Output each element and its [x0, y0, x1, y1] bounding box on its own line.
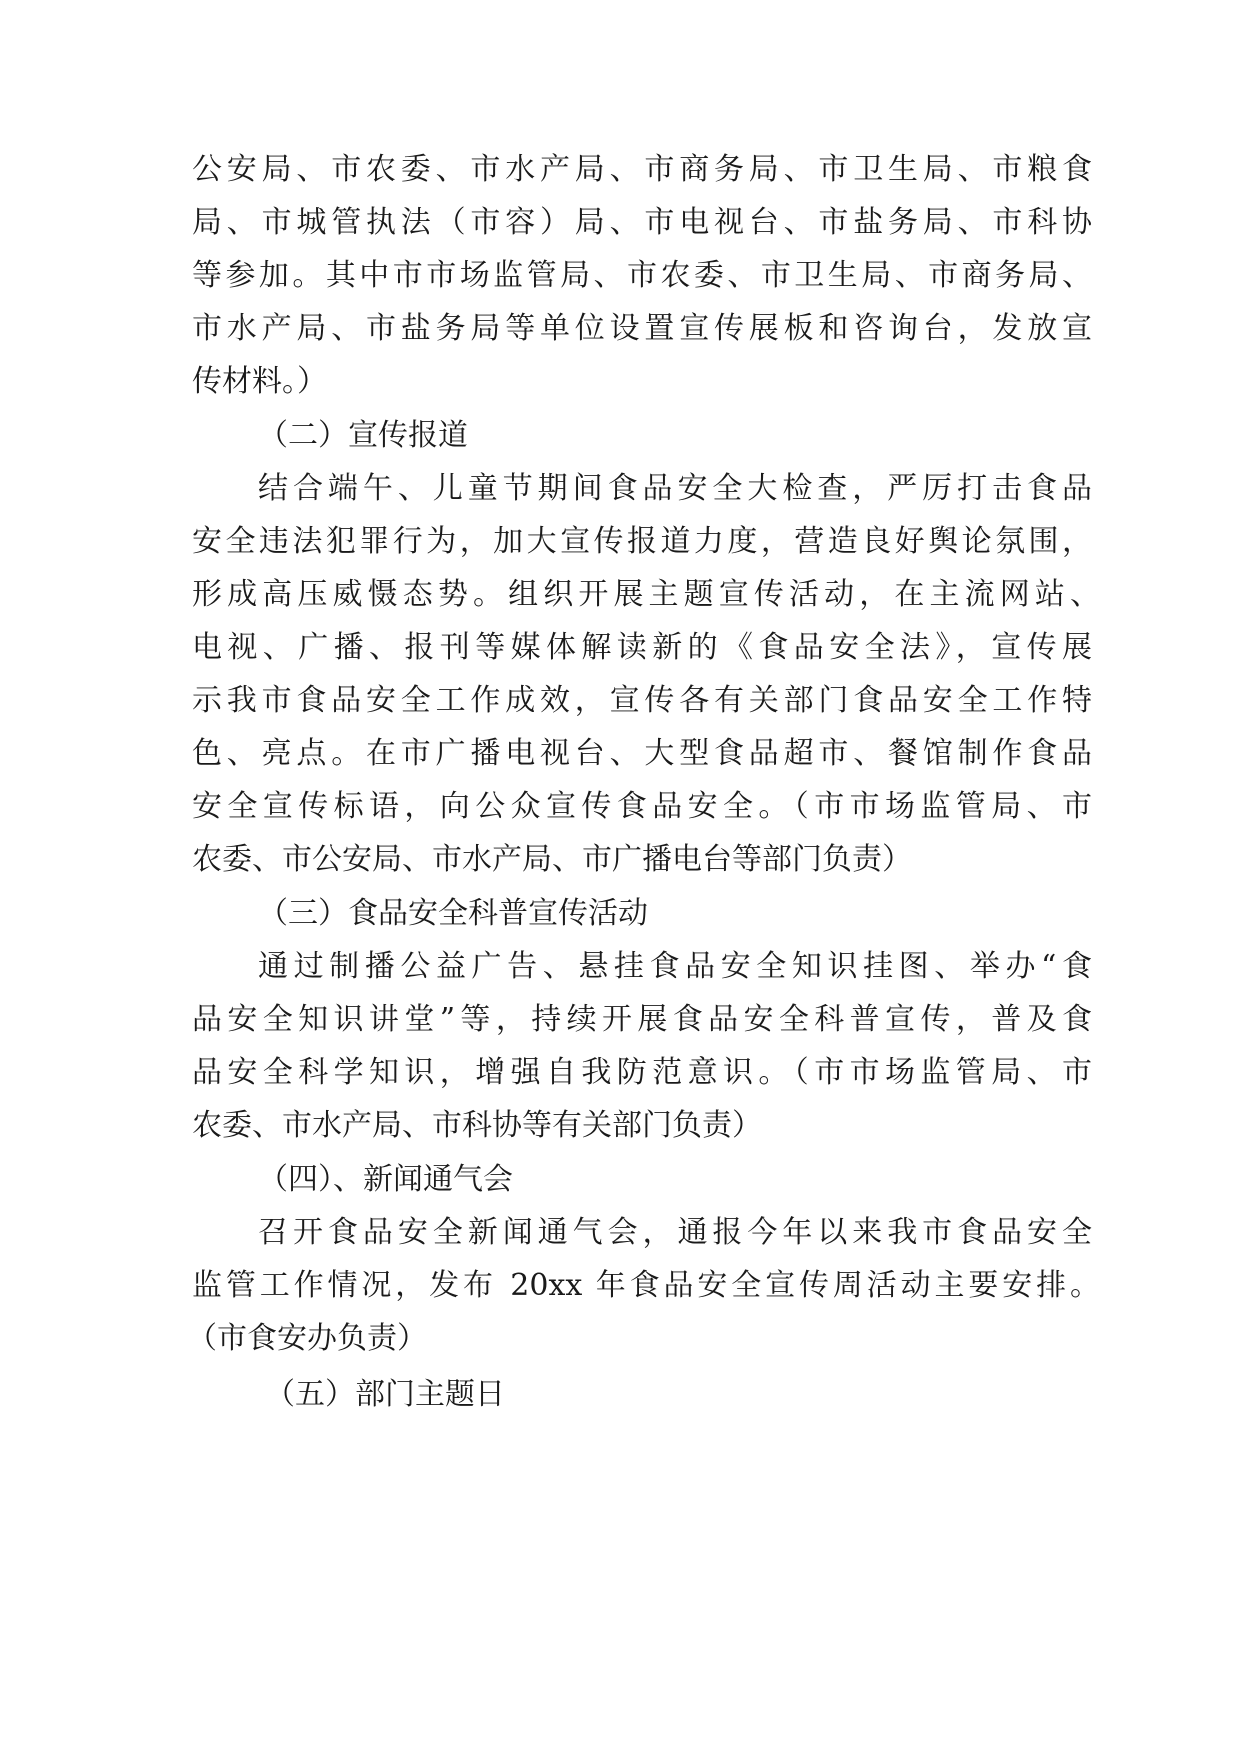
body-text-line: 结合端午、儿童节期间食品安全大检查，严厉打击食品 — [258, 471, 1092, 506]
body-text-line: 农委、市公安局、市水产局、市广播电台等部门负责） — [192, 842, 912, 877]
body-text-line: 市水产局、市盐务局等单位设置宣传展板和咨询台，发放宣 — [192, 311, 1092, 346]
body-text-line: 等参加。其中市市场监管局、市农委、市卫生局、市商务局、 — [192, 258, 1092, 293]
section-heading-3: （三）食品安全科普宣传活动 — [258, 896, 648, 931]
body-text-line: （市食安办负责） — [187, 1321, 427, 1356]
body-text-line: 通过制播公益广告、悬挂食品安全知识挂图、举办“食 — [258, 949, 1092, 984]
body-text-line: 公安局、市农委、市水产局、市商务局、市卫生局、市粮食 — [192, 152, 1092, 187]
section-heading-4: （四）、新闻通气会 — [258, 1162, 513, 1197]
body-text-line: 农委、市水产局、市科协等有关部门负责） — [192, 1108, 762, 1143]
body-text-line: 安全违法犯罪行为，加大宣传报道力度，营造良好舆论氛围， — [192, 524, 1092, 559]
body-text-line: 形成高压威慑态势。组织开展主题宣传活动，在主流网站、 — [192, 577, 1100, 612]
section-heading-5: （五）部门主题日 — [265, 1377, 505, 1412]
body-text-line: 色、亮点。在市广播电视台、大型食品超市、餐馆制作食品 — [192, 736, 1092, 771]
body-text-line: 召开食品安全新闻通气会，通报今年以来我市食品安全 — [258, 1215, 1092, 1250]
section-heading-2: （二）宣传报道 — [258, 418, 468, 453]
body-text-line: 传材料。） — [192, 364, 327, 399]
body-text-line: 监管工作情况，发布 20xx 年食品安全宣传周活动主要安排。 — [192, 1268, 1100, 1303]
body-text-line: 品安全科学知识，增强自我防范意识。（市市场监管局、市 — [192, 1055, 1092, 1090]
body-text-line: 局、市城管执法（市容）局、市电视台、市盐务局、市科协 — [192, 205, 1092, 240]
body-text-line: 示我市食品安全工作成效，宣传各有关部门食品安全工作特 — [192, 683, 1092, 718]
body-text-line: 电视、广播、报刊等媒体解读新的《食品安全法》，宣传展 — [192, 630, 1092, 665]
body-text-line: 品安全知识讲堂”等，持续开展食品安全科普宣传，普及食 — [192, 1002, 1092, 1037]
body-text-line: 安全宣传标语，向公众宣传食品安全。（市市场监管局、市 — [192, 789, 1092, 824]
